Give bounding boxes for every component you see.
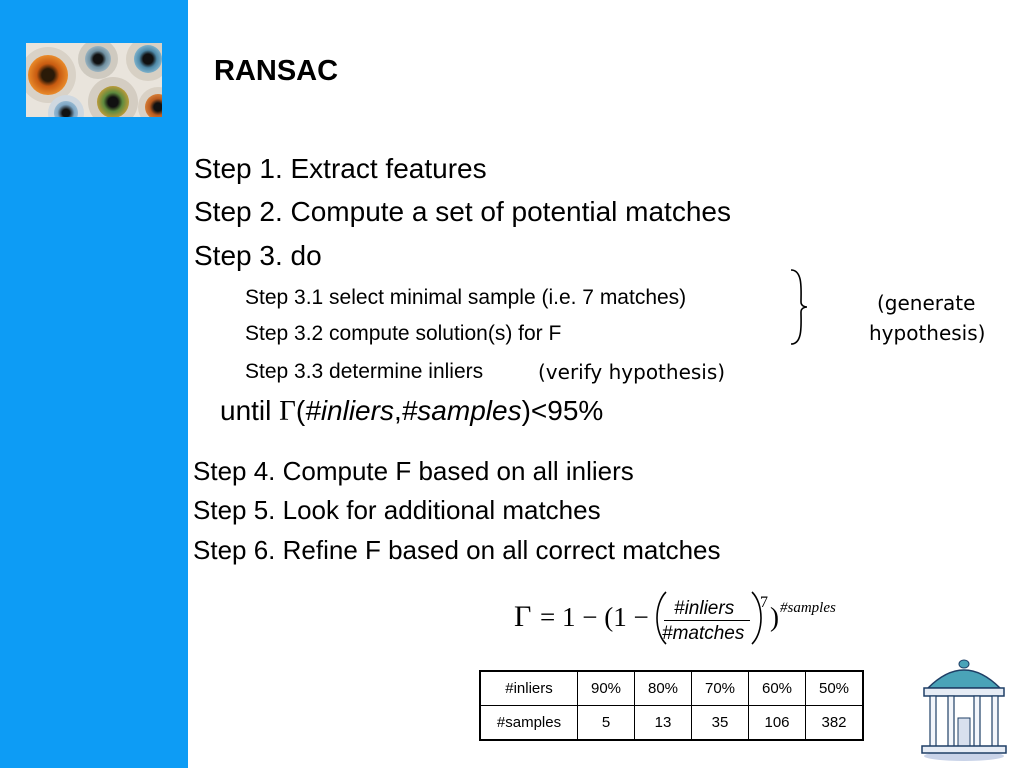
step-4: Step 4. Compute F based on all inliers <box>193 456 634 486</box>
table-cell: 35 <box>692 706 749 741</box>
generate-note-line2: hypothesis) <box>869 321 986 345</box>
table-cell: 80% <box>635 671 692 706</box>
step-6: Step 6. Refine F based on all correct matches <box>193 535 721 565</box>
formula-eq: = 1 − (1 − <box>540 602 649 632</box>
right-brace <box>789 268 809 346</box>
eye-3 <box>126 43 162 81</box>
formula-exponent: #samples <box>780 600 836 616</box>
step-1: Step 1. Extract features <box>194 153 487 184</box>
formula-lhs: Γ <box>514 600 532 633</box>
formula-numerator: #inliers <box>674 598 735 619</box>
step-5: Step 5. Look for additional matches <box>193 495 601 525</box>
fraction-bar <box>664 620 750 621</box>
eye-6 <box>48 95 84 117</box>
table-cell: #inliers <box>480 671 578 706</box>
until-prefix: until <box>220 395 280 426</box>
table-cell: 5 <box>578 706 635 741</box>
generate-note-line1: (generate <box>877 291 976 315</box>
eye-2 <box>78 43 118 79</box>
table-row <box>480 671 863 706</box>
step-3-1: Step 3.1 select minimal sample (i.e. 7 matches) <box>245 286 687 309</box>
table-cell: 13 <box>635 706 692 741</box>
table-row <box>480 706 863 741</box>
until-condition <box>220 395 603 428</box>
gamma-symbol: Γ <box>279 395 296 427</box>
table-cell: 60% <box>749 671 806 706</box>
gamma-formula <box>514 590 864 650</box>
step-2: Step 2. Compute a set of potential matches <box>194 196 731 227</box>
samples-table <box>479 670 864 741</box>
table-cell: 90% <box>578 671 635 706</box>
verify-note: (verify hypothesis) <box>538 360 726 384</box>
until-close: )<95% <box>521 395 604 426</box>
slide-title: RANSAC <box>214 55 339 87</box>
table-cell: 50% <box>806 671 864 706</box>
until-arg2: #samples <box>401 395 522 426</box>
table-cell: #samples <box>480 706 578 741</box>
until-open: ( <box>295 395 306 426</box>
step-3-3: Step 3.3 determine inliers <box>245 360 484 383</box>
formula-denominator: #matches <box>662 623 745 644</box>
eye-5 <box>138 87 162 117</box>
until-arg1: #inliers <box>305 395 394 426</box>
eye-4 <box>88 77 138 117</box>
formula-power7: 7 <box>760 594 768 611</box>
table-cell: 70% <box>692 671 749 706</box>
table-cell: 106 <box>749 706 806 741</box>
step-3-2: Step 3.2 compute solution(s) for F <box>245 322 562 345</box>
formula-close: ) <box>770 602 779 632</box>
until-comma: , <box>393 395 402 426</box>
old-well-logo <box>918 658 1010 762</box>
step-3: Step 3. do <box>194 240 322 271</box>
table-cell: 382 <box>806 706 864 741</box>
eyes-logo-image <box>26 43 162 117</box>
